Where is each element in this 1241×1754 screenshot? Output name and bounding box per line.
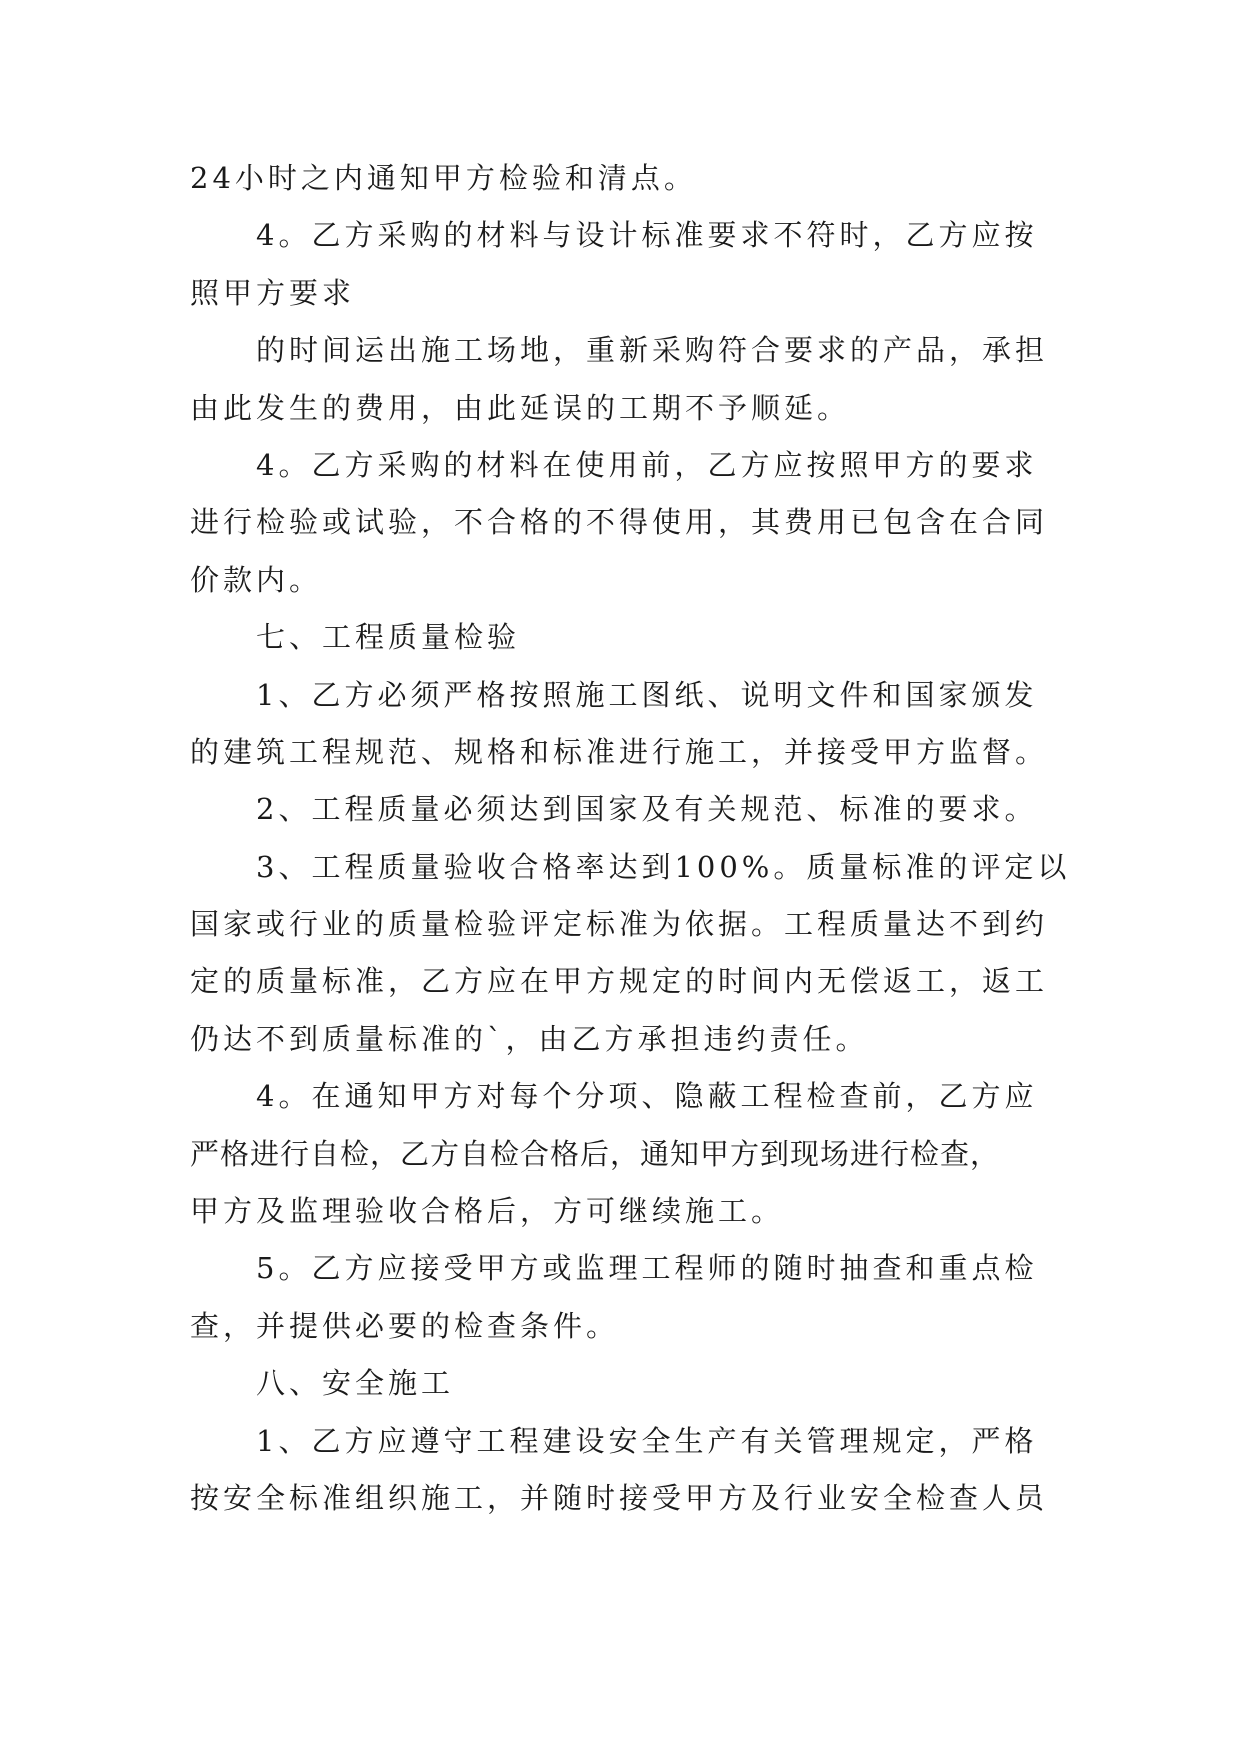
document-body	[190, 150, 1071, 1527]
text-line: 价款内。	[190, 562, 323, 597]
text-line: 定的质量标准，乙方应在甲方规定的时间内无偿返工，返工	[190, 964, 1049, 999]
section-heading: 七、工程质量检验	[256, 620, 521, 655]
text-line: 3、工程质量验收合格率达到100%。质量标准的评定以	[256, 849, 1071, 884]
text-line: 按安全标准组织施工，并随时接受甲方及行业安全检查人员	[190, 1480, 1049, 1515]
text-line: 1、乙方必须严格按照施工图纸、说明文件和国家颁发	[256, 677, 1038, 712]
text-line: 5。乙方应接受甲方或监理工程师的随时抽查和重点检	[256, 1251, 1038, 1286]
text-line: 4。在通知甲方对每个分项、隐蔽工程检查前，乙方应	[256, 1079, 1038, 1114]
text-line: 仍达不到质量标准的`，由乙方承担违约责任。	[190, 1021, 869, 1056]
section-heading: 八、安全施工	[256, 1366, 455, 1401]
text-line: 国家或行业的质量检验评定标准为依据。工程质量达不到约	[190, 907, 1049, 942]
text-line: 查，并提供必要的检查条件。	[190, 1308, 620, 1343]
text-line: 由此发生的费用，由此延误的工期不予顺延。	[190, 390, 851, 425]
text-line: 照甲方要求	[190, 275, 356, 310]
text-line: 1、乙方应遵守工程建设安全生产有关管理规定，严格	[256, 1423, 1038, 1458]
text-line: 的建筑工程规范、规格和标准进行施工，并接受甲方监督。	[190, 734, 1049, 769]
text-line: 4。乙方采购的材料在使用前，乙方应按照甲方的要求	[256, 447, 1038, 482]
text-line: 的时间运出施工场地，重新采购符合要求的产品，承担	[256, 333, 1049, 368]
text-line: 严格进行自检，乙方自检合格后，通知甲方到现场进行检查，	[190, 1136, 1001, 1171]
text-line: 进行检验或试验，不合格的不得使用，其费用已包含在合同	[190, 505, 1049, 540]
text-line: 24小时之内通知甲方检验和清点。	[190, 161, 697, 195]
text-line: 甲方及监理验收合格后，方可继续施工。	[190, 1194, 785, 1229]
text-line: 2、工程质量必须达到国家及有关规范、标准的要求。	[256, 792, 1038, 827]
text-line: 4。乙方采购的材料与设计标准要求不符时，乙方应按	[256, 218, 1038, 253]
